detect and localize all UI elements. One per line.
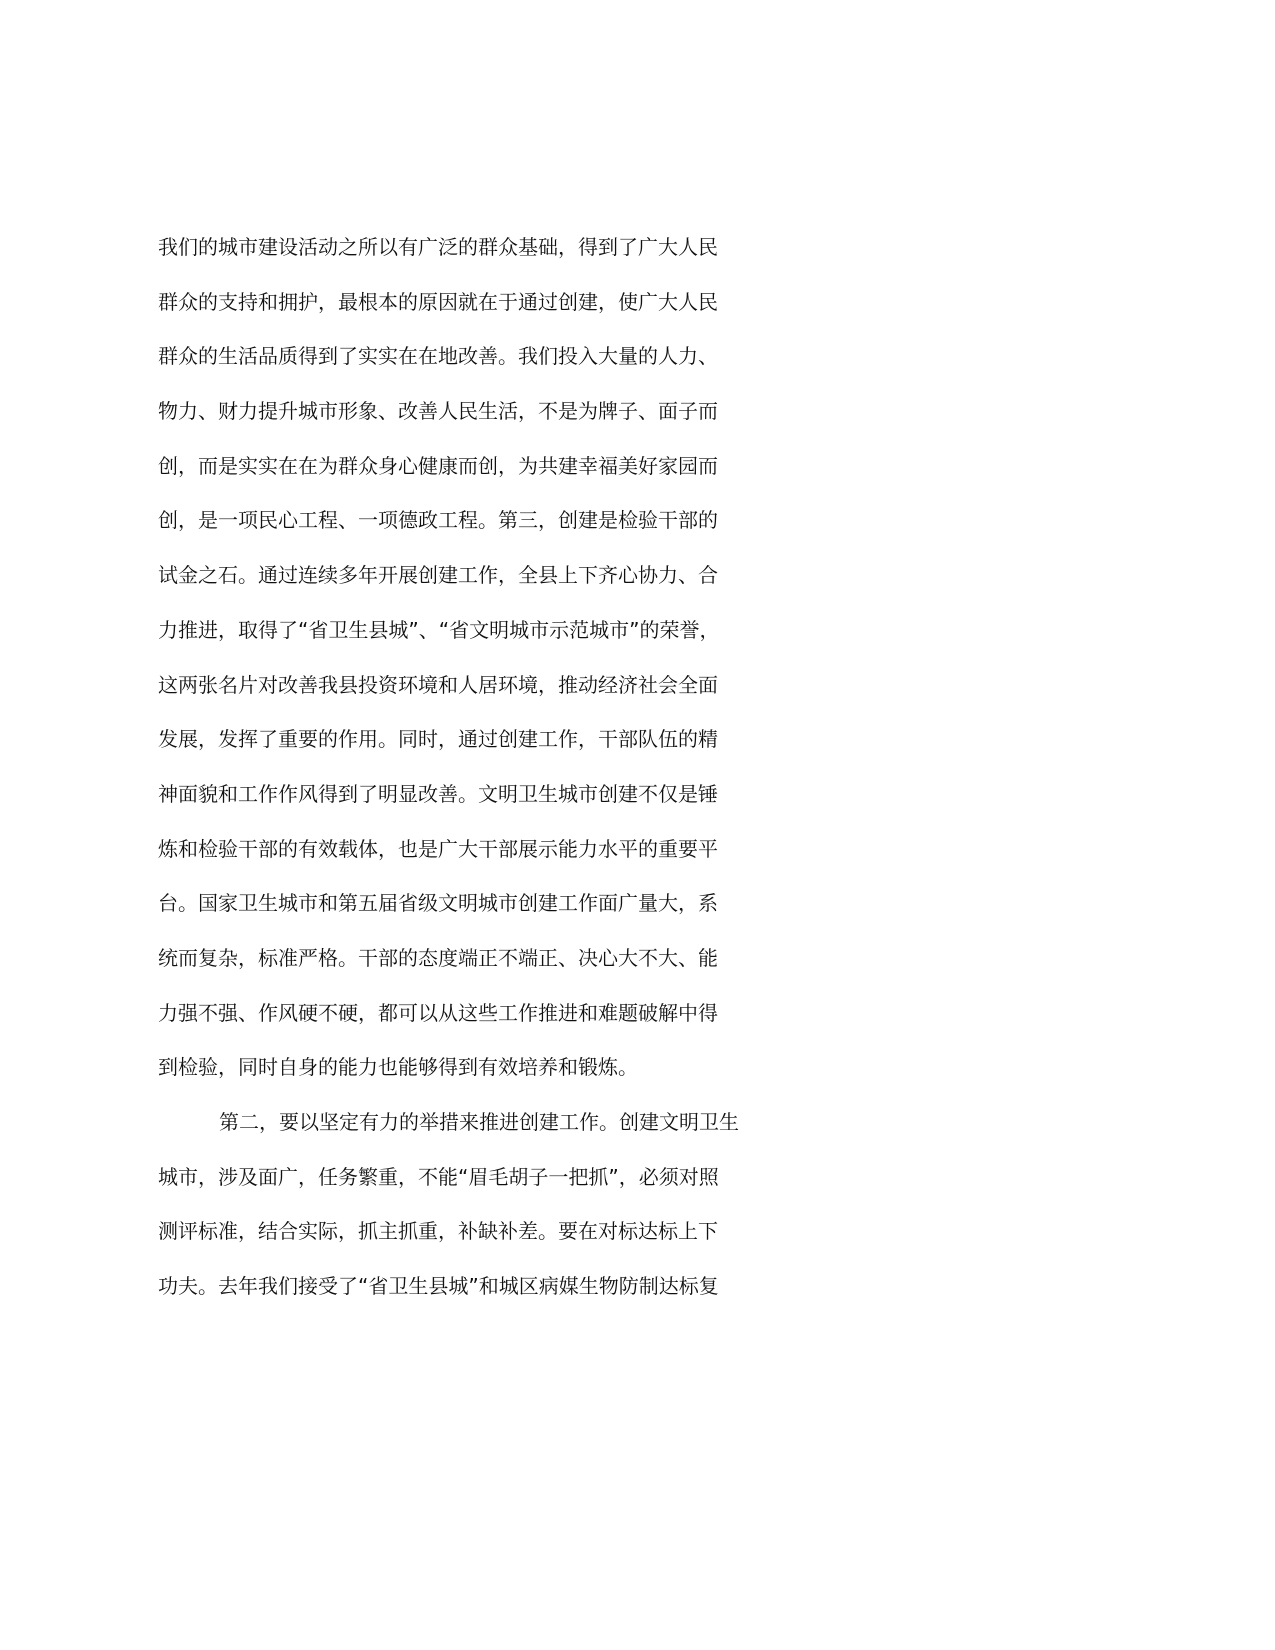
text-line: 测评标准，结合实际，抓主抓重，补缺补差。要在对标达标上下 — [158, 1219, 718, 1244]
paragraph-2 — [158, 1095, 1058, 1314]
paragraph-1 — [158, 220, 1058, 1095]
text-line: 发展，发挥了重要的作用。同时，通过创建工作，干部队伍的精 — [158, 727, 718, 752]
text-line: 第二，要以坚定有力的举措来推进创建工作。创建文明卫生 — [219, 1110, 739, 1134]
text-line: 力强不强、作风硬不硬，都可以从这些工作推进和难题破解中得 — [158, 1000, 718, 1025]
text-line: 试金之石。通过连续多年开展创建工作，全县上下齐心协力、合 — [158, 563, 718, 588]
text-line: 创，而是实实在在为群众身心健康而创，为共建幸福美好家园而 — [158, 453, 718, 478]
text-line: 创，是一项民心工程、一项德政工程。第三，创建是检验干部的 — [158, 508, 718, 533]
body-text — [158, 220, 1058, 1314]
text-line: 我们的城市建设活动之所以有广泛的群众基础，得到了广大人民 — [158, 235, 718, 259]
text-line: 功夫。去年我们接受了“省卫生县城”和城区病媒生物防制达标复 — [158, 1274, 719, 1299]
text-line: 炼和检验干部的有效载体，也是广大干部展示能力水平的重要平 — [158, 836, 718, 861]
text-line: 这两张名片对改善我县投资环境和人居环境，推动经济社会全面 — [158, 672, 718, 697]
text-line: 到检验，同时自身的能力也能够得到有效培养和锻炼。 — [158, 1055, 638, 1080]
text-line: 台。国家卫生城市和第五届省级文明城市创建工作面广量大，系 — [158, 891, 718, 916]
text-line: 物力、财力提升城市形象、改善人民生活，不是为牌子、面子而 — [158, 399, 718, 424]
text-line: 群众的支持和拥护，最根本的原因就在于通过创建，使广大人民 — [158, 289, 718, 314]
text-line: 神面貌和工作作风得到了明显改善。文明卫生城市创建不仅是锤 — [158, 781, 718, 806]
text-line: 城市，涉及面广，任务繁重，不能“眉毛胡子一把抓”，必须对照 — [158, 1164, 719, 1189]
text-line: 统而复杂，标准严格。干部的态度端正不端正、决心大不大、能 — [158, 945, 718, 970]
text-line: 群众的生活品质得到了实实在在地改善。我们投入大量的人力、 — [158, 344, 718, 369]
text-line: 力推进，取得了“省卫生县城”、“省文明城市示范城市”的荣誉， — [158, 617, 720, 642]
